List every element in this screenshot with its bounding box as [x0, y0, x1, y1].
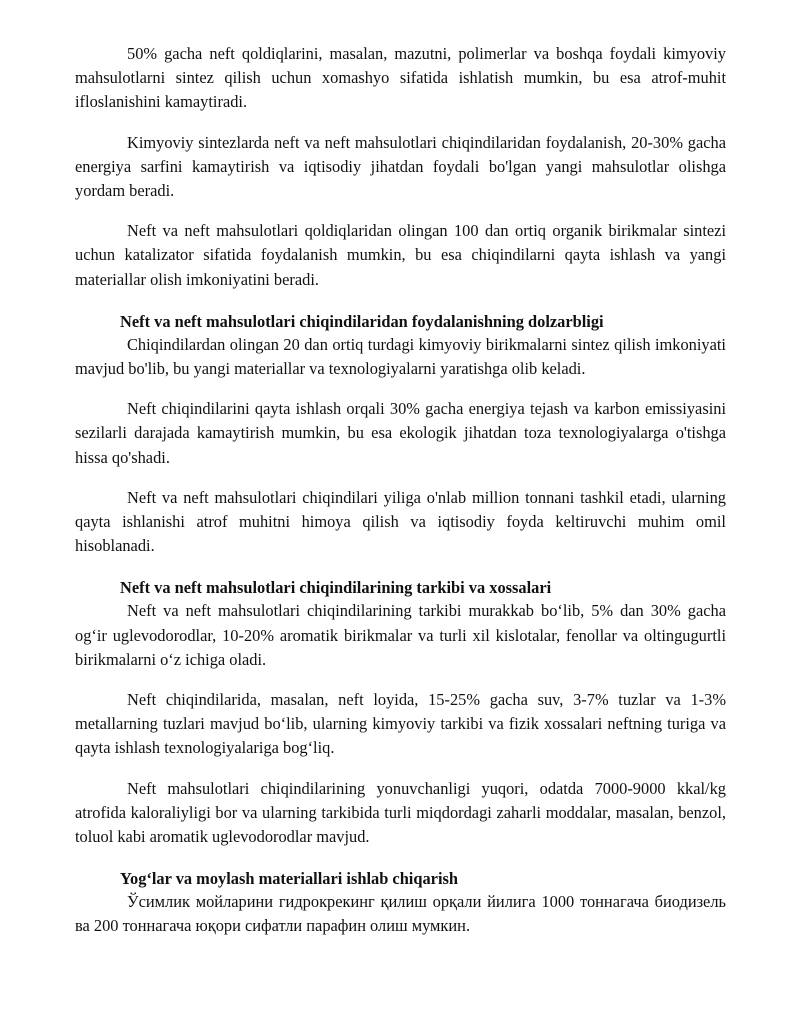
section-heading-composition: Neft va neft mahsulotlari chiqindilarining tarkibi va xossalari: [120, 578, 552, 598]
paragraph-carbon-emissions: Neft chiqindilarini qayta ishlash orqali 30% gacha energiya tejash va karbon emissiyasini sezilarli darajada kamaytirish mumkin, bu esa ekologik jihatdan toza texnologiyalarga o'tishga hissa qo'shadi.: [75, 399, 726, 467]
section-heading-lubricants: Yog‘lar va moylash materiallari ishlab chiqarish: [120, 869, 458, 889]
paragraph-mazut-feedstock: 50% gacha neft qoldiqlarini, masalan, mazutni, polimerlar va boshqa foydali kimyoviy mahsulotlarni sintez qilish uchun xomashyo sifatida ishlatish mumkin, bu esa atrof-muhit ifloslanishini kamaytiradi.: [75, 44, 726, 112]
paragraph-catalyst-use: Neft va neft mahsulotlari qoldiqlaridan olingan 100 dan ortiq organik birikmalar sintezi uchun katalizator sifatida foydalanish mumkin, bu esa chiqindilarni qayta ishlash va yangi materiallar olish imkoniyatini beradi.: [75, 221, 726, 289]
section-heading-relevance: Neft va neft mahsulotlari chiqindilaridan foydalanishning dolzarbligi: [120, 311, 604, 331]
paragraph-oil-sludge: Neft chiqindilarida, masalan, neft loyida, 15-25% gacha suv, 3-7% tuzlar va 1-3% metallarning tuzlari mavjud bo‘lib, ularning kimyoviy tarkibi va fizik xossalari neftning turiga va qayta ishlash texnologiyalariga bog‘liq.: [75, 690, 726, 758]
paragraph-composition: Neft va neft mahsulotlari chiqindilarining tarkibi murakkab bo‘lib, 5% dan 30% gacha og‘ir uglevodorodlar, 10-20% aromatik birikmalar va turli xil kislotalar, fenollar va oltingugurtli birikmalarni o‘z ichiga oladi.: [75, 601, 726, 669]
document-page: [75, 42, 726, 939]
paragraph-flammability: Neft mahsulotlari chiqindilarining yonuvchanligi yuqori, odatda 7000-9000 kkal/kg atrofida kaloraliyligi bor va ularning tarkibida turli miqdordagi zaharli moddalar, masalan, benzol, toluol kabi aromatik uglevodorodlar mavjud.: [75, 778, 726, 847]
paragraph-energy-savings: Kimyoviy sintezlarda neft va neft mahsulotlari chiqindilaridan foydalanish, 20-30% gacha energiya sarfini kamaytirish va iqtisodiy jihatdan foydali bo'lgan yangi mahsulotlar olishga yordam beradi.: [75, 132, 726, 201]
paragraph-new-compounds: Chiqindilardan olingan 20 dan ortiq turdagi kimyoviy birikmalarni sintez qilish imkoniyati mavjud bo'lib, bu yangi materiallar va texnologiyalarni yaratishga olib keladi.: [75, 334, 726, 379]
paragraph-biodiesel: Ўсимлик мойларини гидрокрекинг қилиш орқали йилига 1000 тоннагача биодизель ва 200 тоннагача юқори сифатли парафин олиш мумкин.: [75, 892, 726, 936]
paragraph-annual-waste: Neft va neft mahsulotlari chiqindilari yiliga o'nlab million tonnani tashkil etadi, ularning qayta ishlanishi atrof muhitni himoya qilish va iqtisodiy foyda keltiruvchi muhim omil hisoblanadi.: [75, 487, 726, 556]
